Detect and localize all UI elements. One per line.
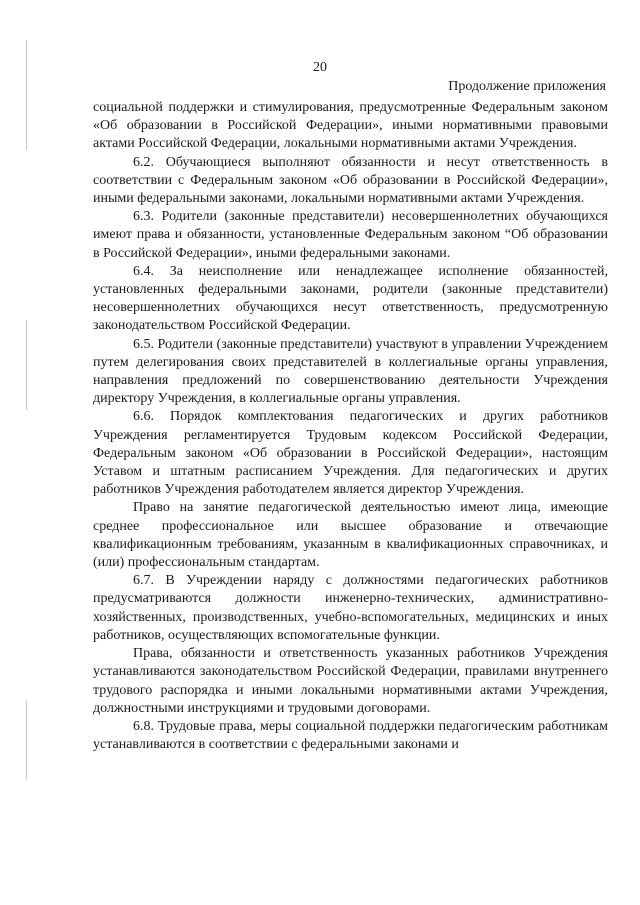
left-margin-mark <box>26 700 27 780</box>
para-6-8: 6.8. Трудовые права, меры социальной поддержки педагогическим работникам устанавливаются в соответствии с федеральными законами и <box>93 718 608 753</box>
para-6-2: 6.2. Обучающиеся выполняют обязанности и несут ответственность в соответствии с Федеральным законом «Об образовании в Российской Федерации», иными федеральными законами, локальными нормативными актами Учреждения. <box>93 154 608 207</box>
para-6-3: 6.3. Родители (законные представители) несовершеннолетних обучающихся имеют права и обязанности, установленные Федеральным законом “Об образовании в Российской Федерации», иными федеральными законами. <box>93 209 608 261</box>
para-pedagogical-right: Право на занятие педагогической деятельностью имеют лица, имеющие среднее профессиональное или высшее образование и отвечающие квалификационным требованиям, указанным в квалификационных справочниках, и (или) профессиональным стандартам. <box>93 500 608 571</box>
para-6-7: 6.7. В Учреждении наряду с должностями педагогических работников предусматриваются должности инженерно-технических, административно-хозяйственных, производственных, учебно-вспомогательных, медицинских и иных работников, осуществляющих вспомогательные функции. <box>93 573 608 643</box>
document-body <box>93 99 608 754</box>
para-6-4: 6.4. За неисполнение или ненадлежащее исполнение обязанностей, установленных федеральными законами, родители (законные представители) несовершеннолетних обучающихся несут ответственность, предусмотренную законодательством Российской Федерации. <box>93 263 608 334</box>
continuation-label: Продолжение приложения <box>448 79 606 94</box>
para-6-5: 6.5. Родители (законные представители) участвуют в управлении Учреждением путем делегирования своих представителей в коллегиальные органы управления, направления предложений по совершенствованию деятельности Учреждения директору Учреждения, в коллегиальные органы управления. <box>93 336 608 407</box>
left-margin-mark <box>26 320 27 410</box>
para-continued: социальной поддержки и стимулирования, предусмотренные Федеральным законом «Об образовании в Российской Федерации», иными нормативными правовыми актами Российской Федерации, локальными нормативными актами Учреждения. <box>93 100 608 152</box>
para-6-6: 6.6. Порядок комплектования педагогических и других работников Учреждения регламентируется Трудовым кодексом Российской Федерации, Федеральным законом «Об образовании в Российской Федерации», настоящим Уставом и штатным расписанием Учреждения. Для педагогических и других работников Учреждения работодателем является директор Учреждения. <box>93 409 608 498</box>
para-rights-duties: Права, обязанности и ответственность указанных работников Учреждения устанавливаются законодательством Российской Федерации, правилами внутреннего трудового распорядка и иными локальными нормативными актами Учреждения, должностными инструкциями и трудовыми договорами. <box>93 646 608 716</box>
left-margin-mark <box>26 40 27 150</box>
page-number: 20 <box>313 60 327 75</box>
